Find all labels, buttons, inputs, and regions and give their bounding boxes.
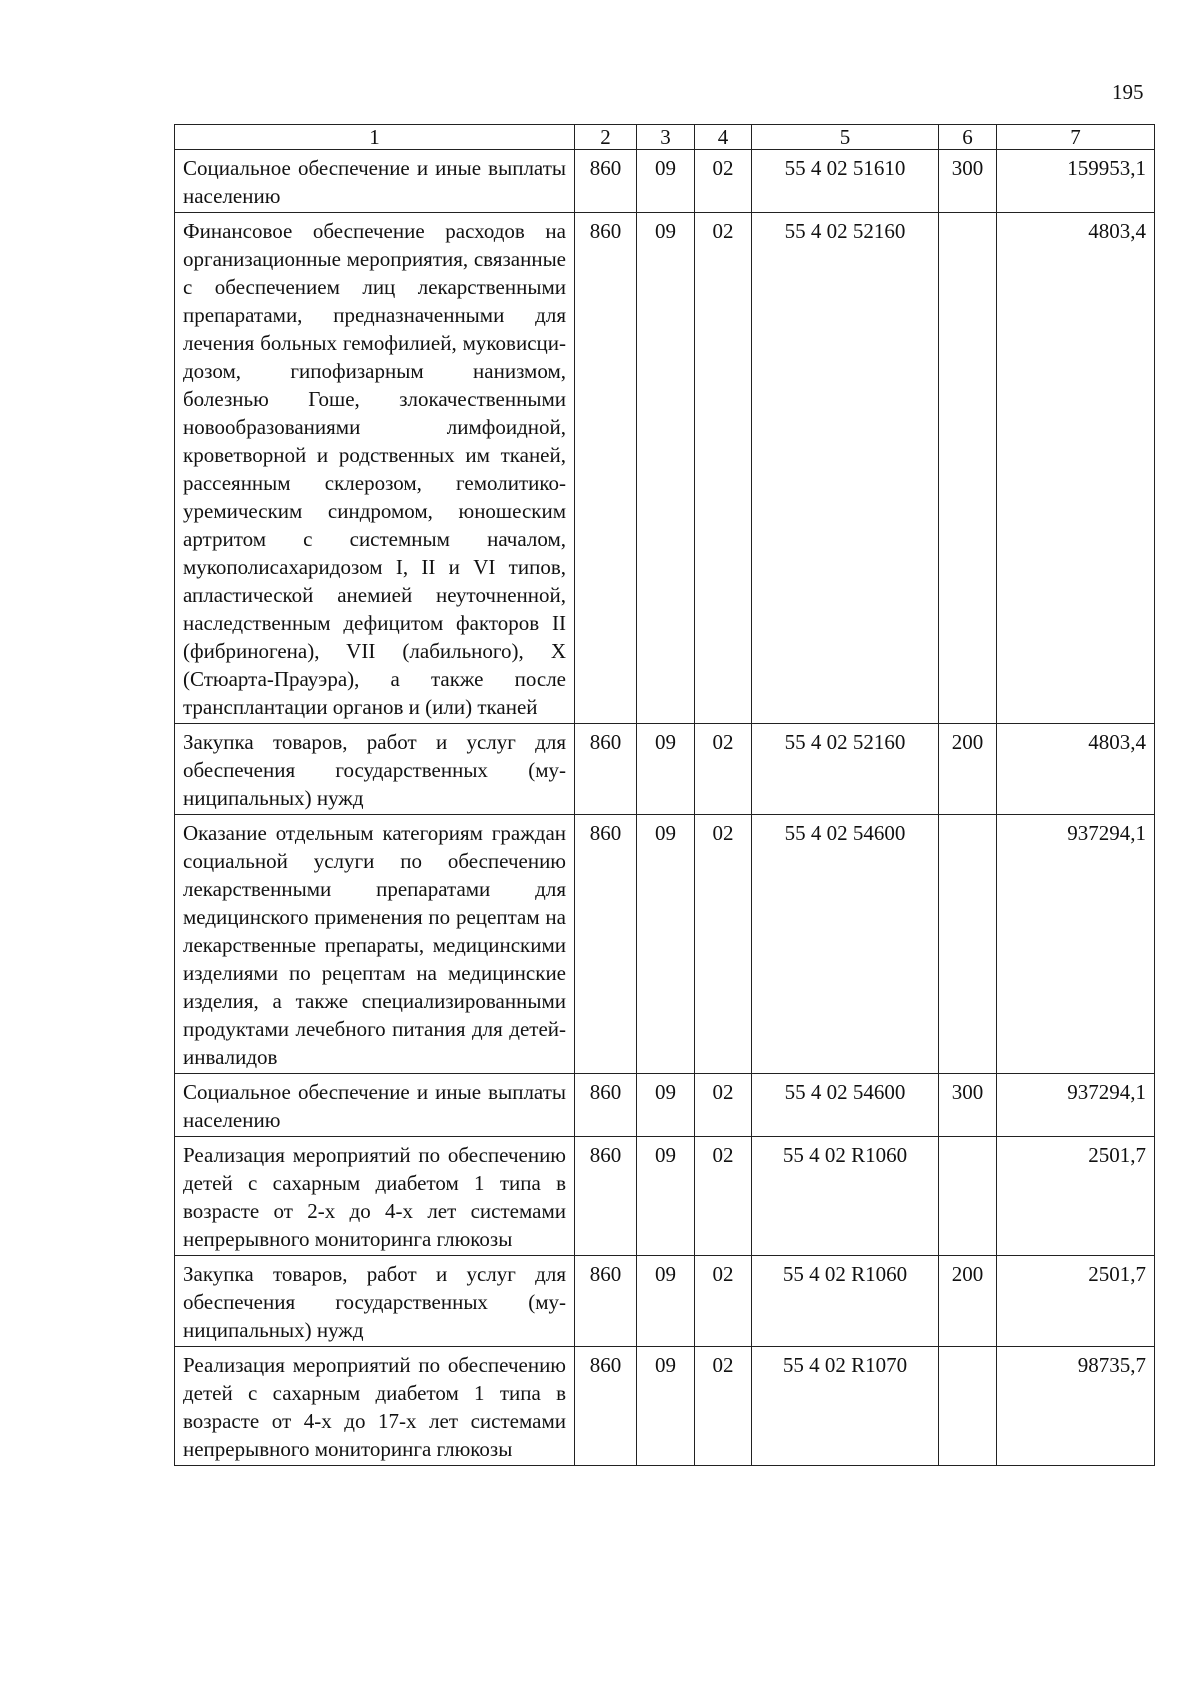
amount: 4803,4 [997, 213, 1155, 724]
column-header: 4 [695, 125, 752, 150]
target-article: 55 4 02 52160 [752, 213, 939, 724]
target-article: 55 4 02 R1070 [752, 1347, 939, 1466]
target-article: 55 4 02 54600 [752, 1074, 939, 1137]
column-header: 1 [175, 125, 575, 150]
expense-type [939, 213, 997, 724]
column-header: 7 [997, 125, 1155, 150]
expense-type [939, 1347, 997, 1466]
row-name: Закупка товаров, работ и услуг для обеспечения государственных (муниципальных) нужд [175, 1256, 575, 1347]
row-name: Социальное обеспечение и иные выплаты населению [175, 150, 575, 213]
target-article: 55 4 02 R1060 [752, 1137, 939, 1256]
page-number: 195 [1112, 80, 1144, 104]
subsection-code: 02 [695, 1074, 752, 1137]
table-header-row [175, 125, 1155, 150]
row-name: Социальное обеспечение и иные выплаты населению [175, 1074, 575, 1137]
expense-type: 200 [939, 1256, 997, 1347]
target-article: 55 4 02 54600 [752, 815, 939, 1074]
amount: 937294,1 [997, 815, 1155, 1074]
subsection-code: 02 [695, 1137, 752, 1256]
expense-type: 200 [939, 724, 997, 815]
table-row [175, 1347, 1155, 1466]
table-row [175, 724, 1155, 815]
table-row [175, 1256, 1155, 1347]
column-header: 6 [939, 125, 997, 150]
subsection-code: 02 [695, 1347, 752, 1466]
row-name: Финансовое обеспечение расходов на организационные мероприятия, связанные с обеспечением лиц лекарственными препаратами, предназначенными для лечения больных гемофилией, муковисцидозом, гипофизарным нанизмом, болезнью Гоше, злокачественными новообразованиями лимфоидной, кроветворной и родственных им тканей, рассеянным склерозом, гемолитико-уремическим синдромом, юношеским артритом с системным началом, мукополисахаридозом I, II и VI типов, апластической анемией неуточненной, наследственным дефицитом факторов II (фибриногена), VII (лабильного), X (Стюарта-Прауэра), а также после трансплантации органов и (или) тканей [175, 213, 575, 724]
section-code: 09 [637, 724, 695, 815]
subsection-code: 02 [695, 213, 752, 724]
amount: 98735,7 [997, 1347, 1155, 1466]
section-code: 09 [637, 1256, 695, 1347]
section-code: 09 [637, 1347, 695, 1466]
target-article: 55 4 02 R1060 [752, 1256, 939, 1347]
subsection-code: 02 [695, 150, 752, 213]
budget-table [174, 124, 1155, 1466]
ministry-code: 860 [575, 150, 637, 213]
expense-type: 300 [939, 150, 997, 213]
amount: 937294,1 [997, 1074, 1155, 1137]
column-header: 2 [575, 125, 637, 150]
table-row [175, 1137, 1155, 1256]
section-code: 09 [637, 213, 695, 724]
row-name: Оказание отдельным категориям граждан социальной услуги по обеспечению лекарственными препаратами для медицинского применения по рецептам на лекарственные препараты, медицинскими изделиями по рецептам на медицинские изделия, а также специализированными продуктами лечебного питания для детей-инвалидов [175, 815, 575, 1074]
row-name: Реализация мероприятий по обеспечению детей с сахарным диабетом 1 типа в возрасте от 2-х до 4-х лет системами непрерывного мониторинга глюкозы [175, 1137, 575, 1256]
table-row [175, 150, 1155, 213]
column-header: 5 [752, 125, 939, 150]
target-article: 55 4 02 51610 [752, 150, 939, 213]
ministry-code: 860 [575, 1137, 637, 1256]
ministry-code: 860 [575, 213, 637, 724]
amount: 4803,4 [997, 724, 1155, 815]
ministry-code: 860 [575, 1347, 637, 1466]
ministry-code: 860 [575, 815, 637, 1074]
expense-type: 300 [939, 1074, 997, 1137]
table-row [175, 213, 1155, 724]
ministry-code: 860 [575, 1256, 637, 1347]
section-code: 09 [637, 150, 695, 213]
target-article: 55 4 02 52160 [752, 724, 939, 815]
section-code: 09 [637, 815, 695, 1074]
expense-type [939, 1137, 997, 1256]
expense-type [939, 815, 997, 1074]
column-header: 3 [637, 125, 695, 150]
subsection-code: 02 [695, 724, 752, 815]
row-name: Реализация мероприятий по обеспечению детей с сахарным диабетом 1 типа в возрасте от 4-х до 17-х лет системами непрерывного мониторинга глюкозы [175, 1347, 575, 1466]
section-code: 09 [637, 1137, 695, 1256]
amount: 2501,7 [997, 1137, 1155, 1256]
row-name: Закупка товаров, работ и услуг для обеспечения государственных (муниципальных) нужд [175, 724, 575, 815]
section-code: 09 [637, 1074, 695, 1137]
amount: 159953,1 [997, 150, 1155, 213]
ministry-code: 860 [575, 724, 637, 815]
subsection-code: 02 [695, 815, 752, 1074]
ministry-code: 860 [575, 1074, 637, 1137]
table-row [175, 815, 1155, 1074]
amount: 2501,7 [997, 1256, 1155, 1347]
table-row [175, 1074, 1155, 1137]
subsection-code: 02 [695, 1256, 752, 1347]
